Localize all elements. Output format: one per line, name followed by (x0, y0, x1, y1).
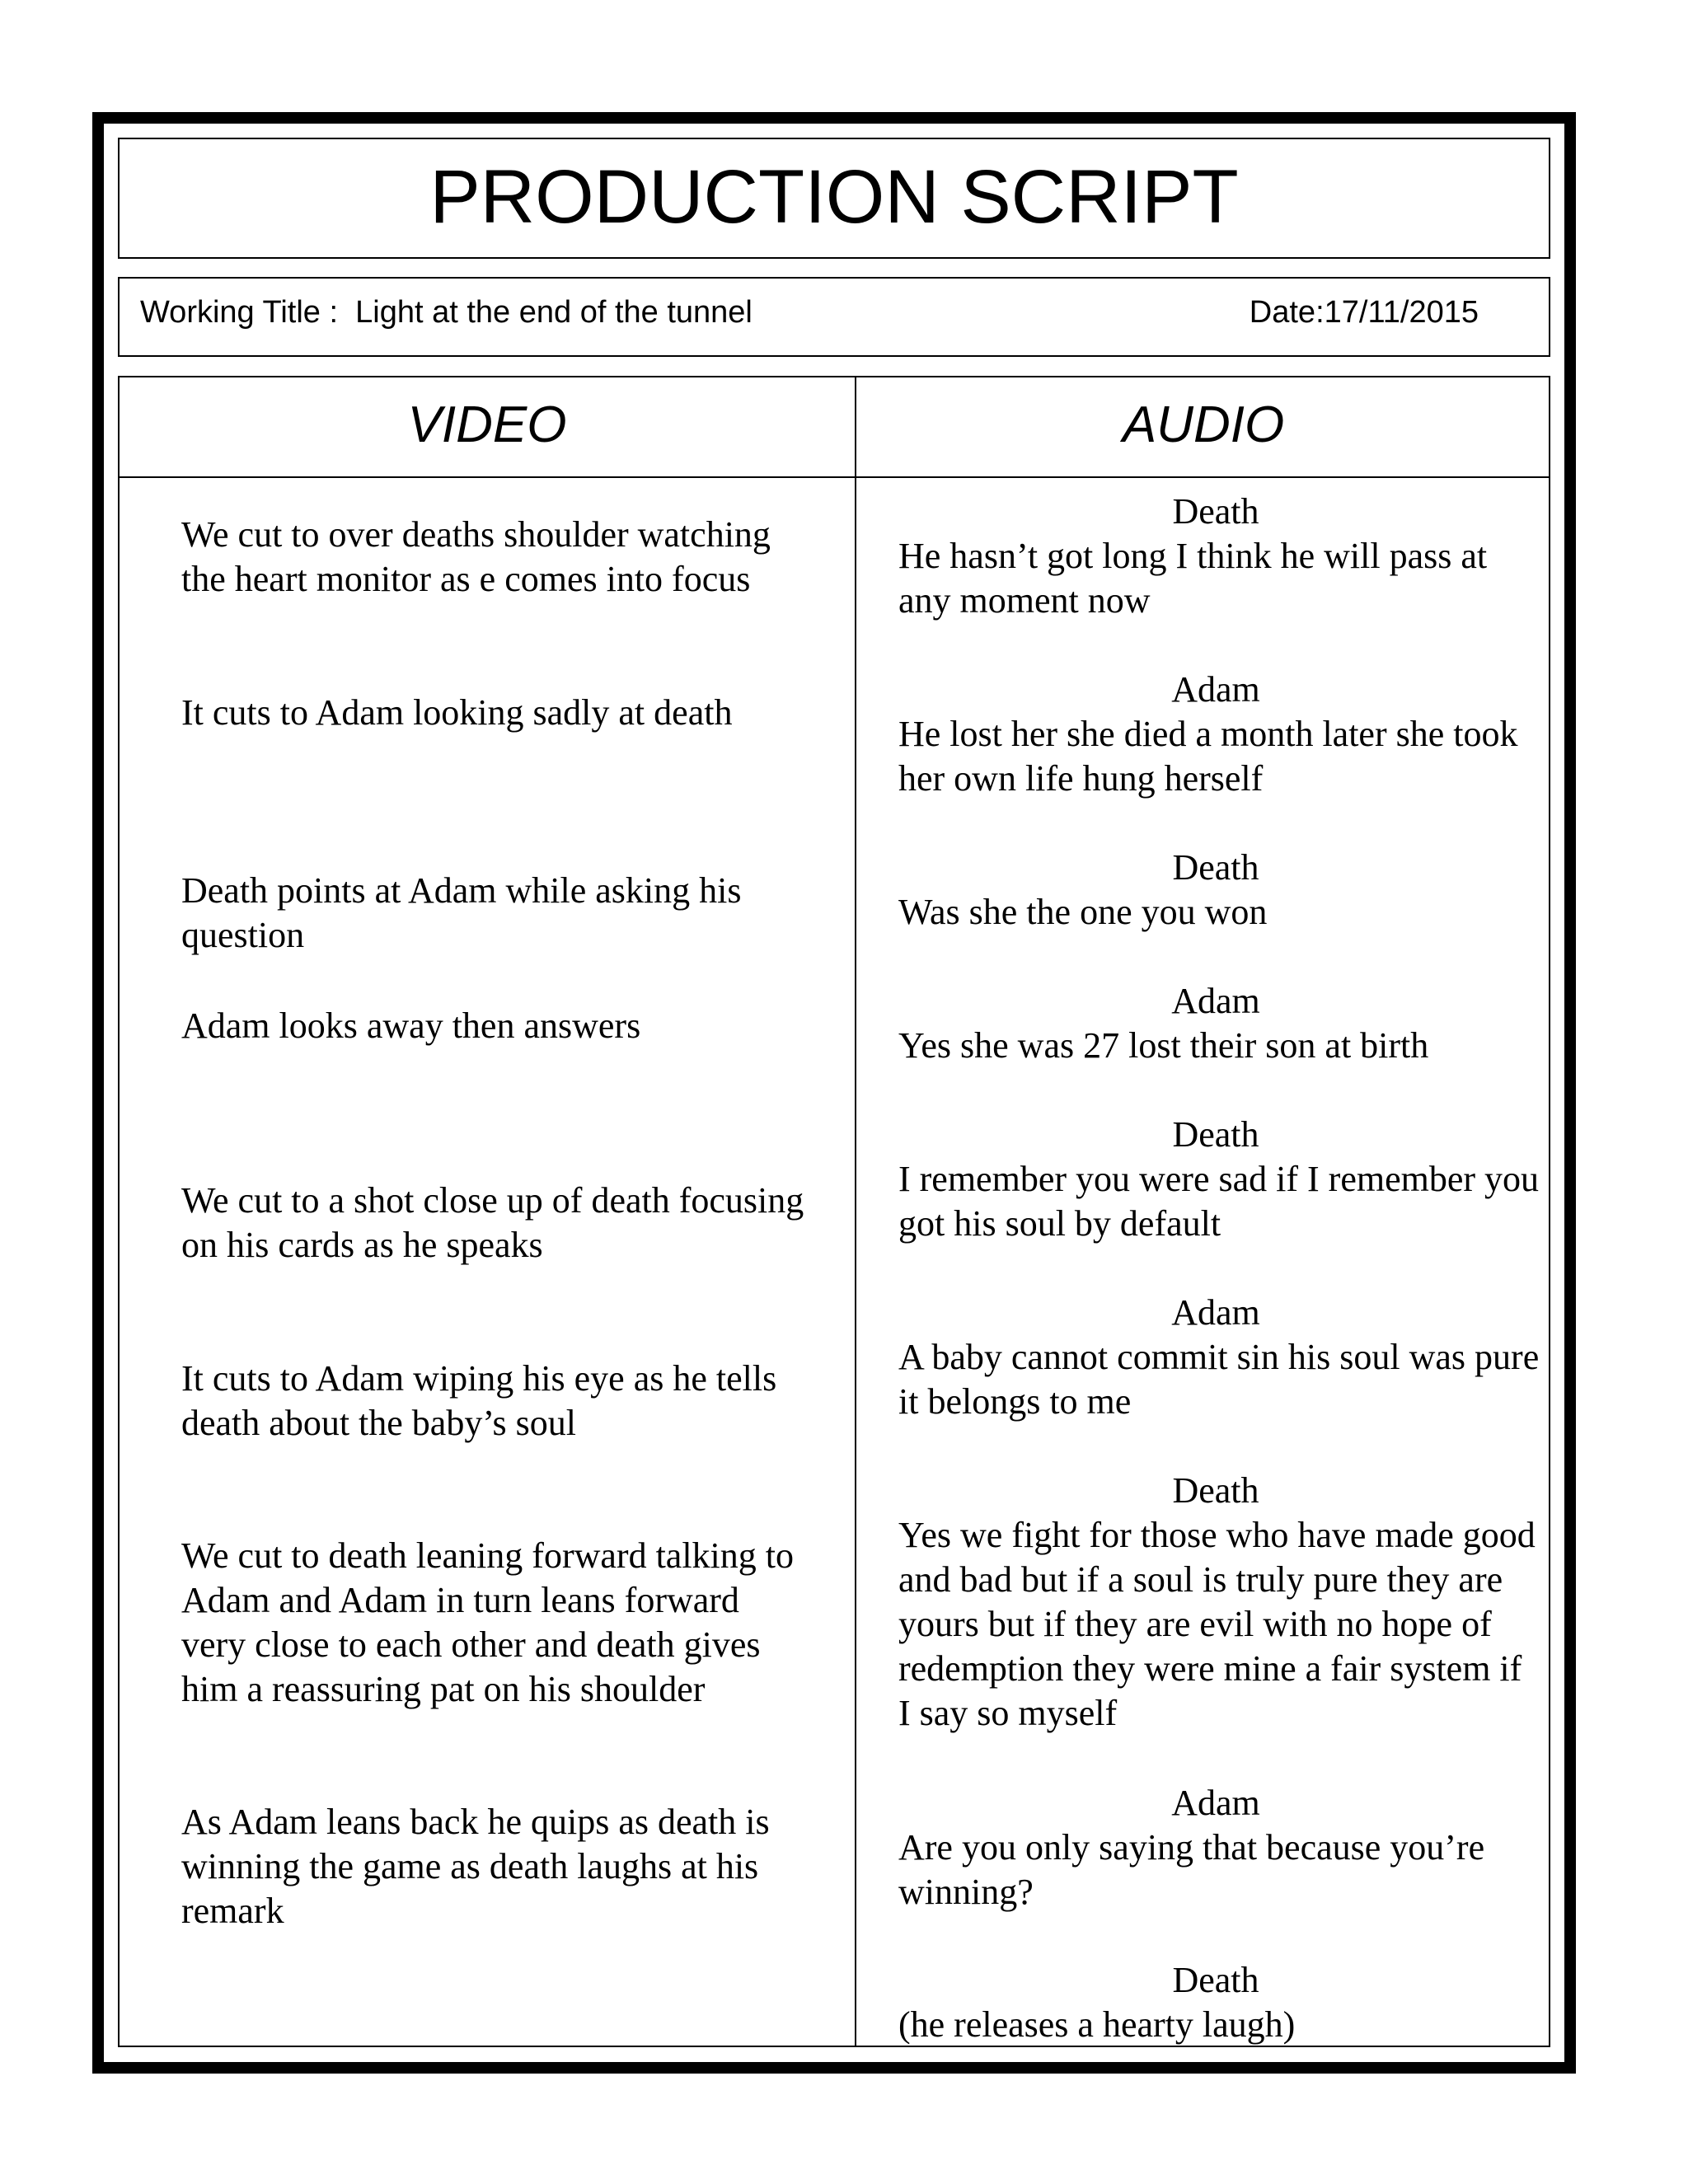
dialogue-line: Are you only saying that because you’re winning? (898, 1827, 1485, 1912)
speaker-name: Death (1172, 1114, 1259, 1155)
dialogue-line: I remember you were sad if I remember you got his soul by default (898, 1159, 1540, 1244)
video-cue: We cut to death leaning forward talking to Adam and Adam in turn leans forward very close to each other and death gives him a reassuring pat on his shoulder (181, 1535, 794, 1709)
audio-cue (898, 846, 1541, 935)
info-box (118, 277, 1550, 357)
dialogue-line: Yes she was 27 lost their son at birth (898, 1025, 1429, 1066)
speaker-name: Adam (1171, 1783, 1260, 1823)
video-cue: It cuts to Adam wiping his eye as he tells death about the baby’s soul (181, 1358, 777, 1443)
page-title: PRODUCTION SCRIPT (429, 155, 1239, 239)
speaker-name: Adam (1171, 981, 1260, 1021)
audio-cue (898, 979, 1541, 1068)
title-box (118, 138, 1550, 259)
dialogue-line: He hasn’t got long I think he will pass at any moment now (898, 536, 1488, 621)
video-cue: It cuts to Adam looking sadly at death (181, 692, 733, 733)
video-cue: We cut to over deaths shoulder watching the heart monitor as e comes into focus (181, 514, 771, 599)
script-date: Date:17/11/2015 (1249, 295, 1479, 330)
video-cue: We cut to a shot close up of death focusing on his cards as he speaks (181, 1180, 804, 1265)
audio-cue (898, 1291, 1541, 1424)
dialogue-line: Yes we fight for those who have made good and bad but if a soul is truly pure they are yours but if they are evil with no hope of redemption they were mine a fair system if I say so myself (898, 1515, 1536, 1733)
dialogue-line: He lost her she died a month later she took her own life hung herself (898, 714, 1518, 799)
audio-cue (898, 1781, 1541, 1915)
dialogue-line: A baby cannot commit sin his soul was pure it belongs to me (898, 1337, 1540, 1422)
speaker-name: Adam (1171, 669, 1260, 710)
audio-cue (898, 668, 1541, 801)
script-table (118, 376, 1550, 2047)
audio-cue (898, 1469, 1541, 1736)
speaker-name: Death (1172, 1960, 1259, 2000)
video-cue: Death points at Adam while asking his question (181, 870, 742, 955)
working-title: Working Title : Light at the end of the tunnel (140, 295, 753, 330)
dialogue-line: (he releases a hearty laugh) (898, 2004, 1296, 2045)
speaker-name: Death (1172, 847, 1259, 888)
header-divider (120, 476, 1549, 478)
speaker-name: Death (1172, 491, 1259, 532)
dialogue-line: Was she the one you won (898, 892, 1268, 932)
audio-cue (898, 490, 1541, 623)
video-column-header: VIDEO (407, 396, 567, 453)
video-cue: Adam looks away then answers (181, 1005, 641, 1046)
speaker-name: Adam (1171, 1292, 1260, 1333)
audio-column-header: AUDIO (1122, 396, 1285, 453)
audio-cue (898, 1958, 1541, 2047)
speaker-name: Death (1172, 1470, 1259, 1511)
column-divider (855, 377, 856, 2046)
video-cue: As Adam leans back he quips as death is winning the game as death laughs at his remark (181, 1802, 770, 1931)
audio-cue (898, 1113, 1541, 1246)
